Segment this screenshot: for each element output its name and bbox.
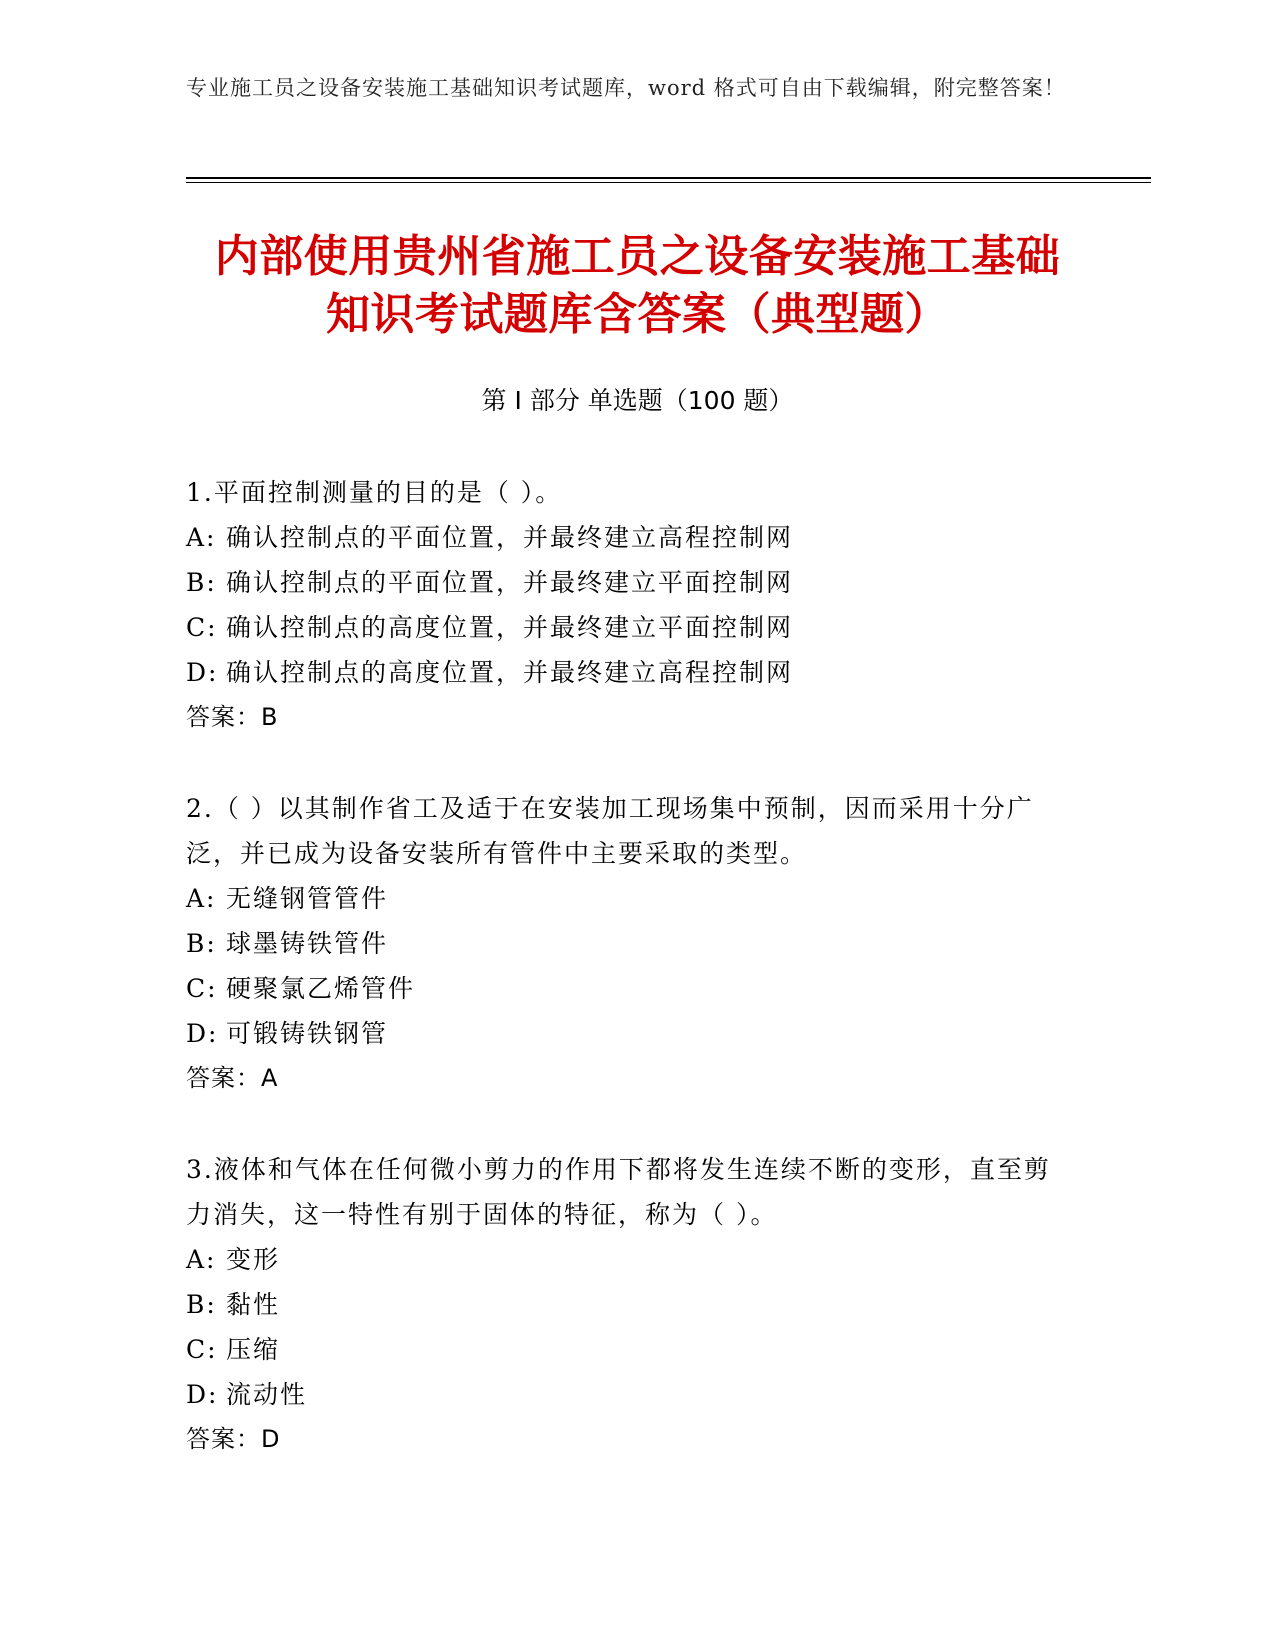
option-text: 硬聚氯乙烯管件 [226,974,416,1003]
answer-line: 答案：A [186,1064,279,1092]
option-letter: D: [186,1019,219,1048]
option-letter: C: [186,974,218,1003]
option-letter: D: [186,658,219,687]
option-text: 压缩 [226,1335,281,1364]
option-c [186,1327,1076,1372]
page-header [186,72,1076,104]
option-d [186,1011,1076,1056]
option-letter: A: [186,523,217,552]
title-line-1: 内部使用贵州省施工员之设备安装施工基础 [214,231,1061,282]
option-text: 可锻铸铁钢管 [226,1019,389,1048]
option-letter: B: [186,1290,217,1319]
option-text: 变形 [226,1245,281,1274]
question-stem: 2.（ ）以其制作省工及适于在安装加工现场集中预制，因而采用十分广泛，并已成为设备安装所有管件中主要采取的类型。 [186,794,1034,868]
option-a [186,515,1076,560]
option-text: 球墨铸铁管件 [226,929,389,958]
question-stem: 1.平面控制测量的目的是（ ）。 [186,478,563,507]
question-3 [186,1147,1076,1462]
header-divider-thin [186,182,1151,183]
header-divider-thick [186,177,1151,179]
question-2 [186,786,1076,1101]
option-text: 黏性 [226,1290,281,1319]
option-text: 确认控制点的高度位置，并最终建立高程控制网 [226,658,794,687]
option-c [186,966,1076,1011]
option-letter: A: [186,884,217,913]
option-text: 确认控制点的平面位置，并最终建立高程控制网 [226,523,794,552]
option-b [186,921,1076,966]
option-letter: A: [186,1245,217,1274]
option-d [186,1372,1076,1417]
question-list [186,470,1076,1508]
option-b [186,560,1076,605]
option-b [186,1282,1076,1327]
option-text: 确认控制点的平面位置，并最终建立平面控制网 [226,568,794,597]
option-letter: B: [186,929,217,958]
option-text: 无缝钢管管件 [226,884,389,913]
option-c [186,605,1076,650]
answer-line: 答案：D [186,1425,281,1453]
document-title [150,228,1125,344]
option-letter: C: [186,613,218,642]
option-a [186,1237,1076,1282]
header-text: 专业施工员之设备安装施工基础知识考试题库，word 格式可自由下载编辑，附完整答案！ [186,76,1066,100]
option-a [186,876,1076,921]
title-line-2: 知识考试题库含答案（典型题） [326,289,949,340]
question-stem: 3.液体和气体在任何微小剪力的作用下都将发生连续不断的变形，直至剪力消失，这一特性有别于固体的特征，称为（ ）。 [186,1155,1051,1229]
option-letter: C: [186,1335,218,1364]
option-d [186,650,1076,695]
question-1 [186,470,1076,740]
option-letter: D: [186,1380,219,1409]
section-title: 第 I 部分 单选题（100 题） [481,386,794,415]
option-text: 流动性 [226,1380,308,1409]
option-letter: B: [186,568,217,597]
option-text: 确认控制点的高度位置，并最终建立平面控制网 [226,613,794,642]
answer-line: 答案：B [186,703,279,731]
